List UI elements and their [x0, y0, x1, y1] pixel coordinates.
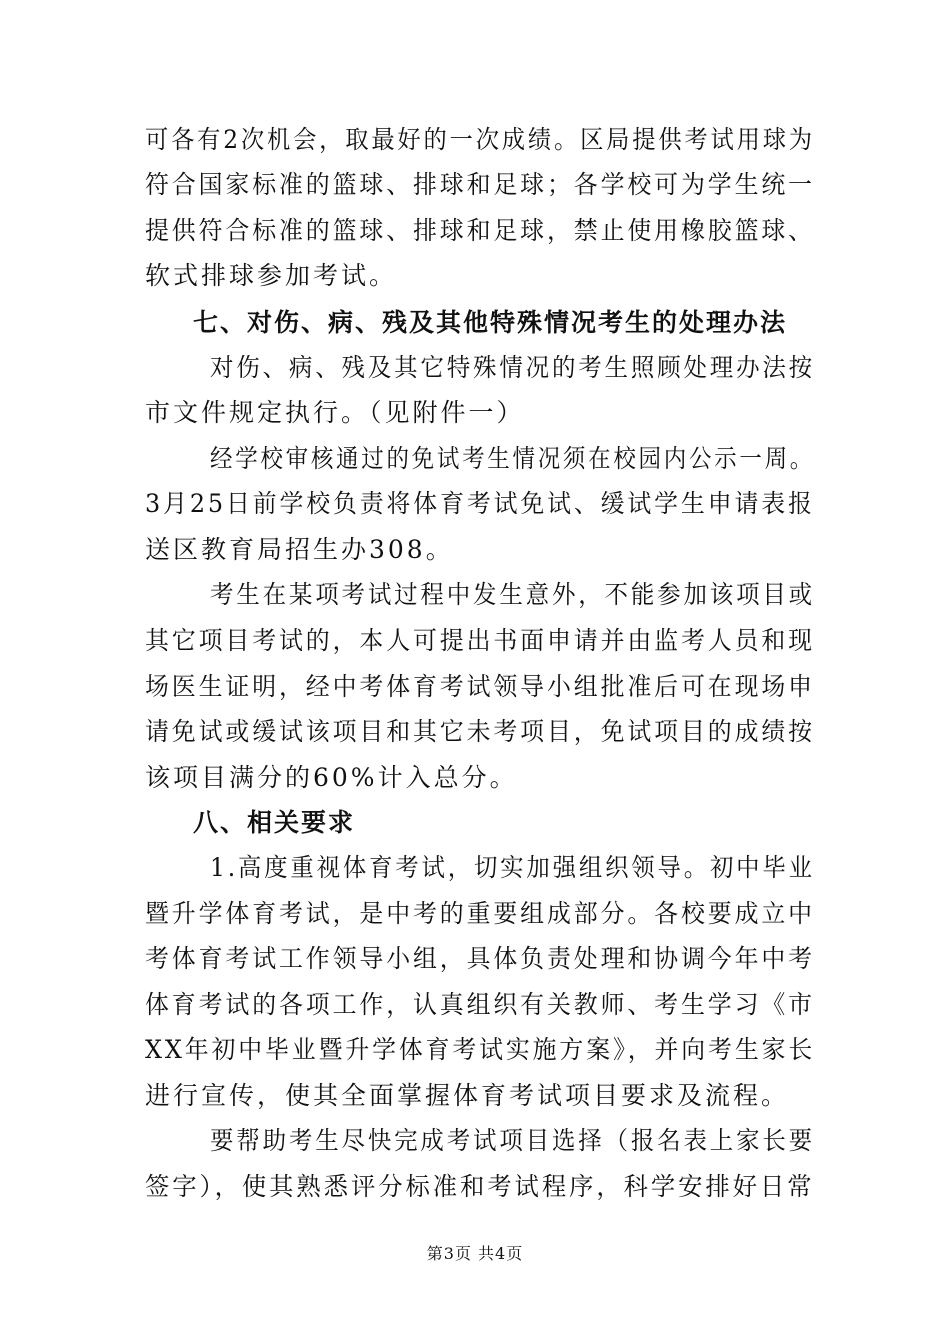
body-line: 体育考试的各项工作，认真组织有关教师、考生学习《市 [145, 990, 815, 1019]
body-line: 软式排球参加考试。 [145, 261, 398, 290]
body-line: 请免试或缓试该项目和其它未考项目，免试项目的成绩按 [145, 717, 815, 746]
body-line: 该项目满分的60%计入总分。 [145, 763, 518, 792]
body-line: 对伤、病、残及其它特殊情况的考生照顾处理办法按 [210, 353, 815, 382]
body-line: 考体育考试工作领导小组，具体负责处理和协调今年中考 [145, 944, 815, 973]
body-line: 市文件规定执行。（见附件一） [145, 398, 525, 427]
body-line: 送区教育局招生办308。 [145, 535, 454, 564]
body-line: 签字），使其熟悉评分标准和考试程序，科学安排好日常 [145, 1172, 815, 1201]
body-line: 考生在某项考试过程中发生意外，不能参加该项目或 [210, 580, 815, 609]
body-line: 提供符合标准的篮球、排球和足球，禁止使用橡胶篮球、 [145, 216, 815, 245]
body-line: 3月25日前学校负责将体育考试免试、缓试学生申请表报 [145, 489, 815, 518]
page-footer: 第3页 共4页 [426, 1244, 524, 1263]
section-heading-7: 七、对伤、病、残及其他特殊情况考生的处理办法 [193, 308, 788, 337]
body-line: XX年初中毕业暨升学体育考试实施方案》，并向考生家长 [145, 1035, 816, 1064]
body-line: 暨升学体育考试，是中考的重要组成部分。各校要成立中 [145, 899, 815, 928]
body-line: 1.高度重视体育考试，切实加强组织领导。初中毕业 [210, 853, 815, 882]
section-heading-8: 八、相关要求 [193, 808, 356, 837]
body-line: 可各有2次机会，取最好的一次成绩。区局提供考试用球为 [145, 125, 815, 154]
body-line: 其它项目考试的，本人可提出书面申请并由监考人员和现 [145, 626, 815, 655]
body-line: 进行宣传，使其全面掌握体育考试项目要求及流程。 [145, 1081, 790, 1110]
body-line: 要帮助考生尽快完成考试项目选择（报名表上家长要 [210, 1126, 815, 1155]
body-line: 符合国家标准的篮球、排球和足球；各学校可为学生统一 [145, 170, 815, 199]
body-line: 经学校审核通过的免试考生情况须在校园内公示一周。 [210, 444, 816, 473]
body-line: 场医生证明，经中考体育考试领导小组批准后可在现场申 [145, 672, 815, 701]
